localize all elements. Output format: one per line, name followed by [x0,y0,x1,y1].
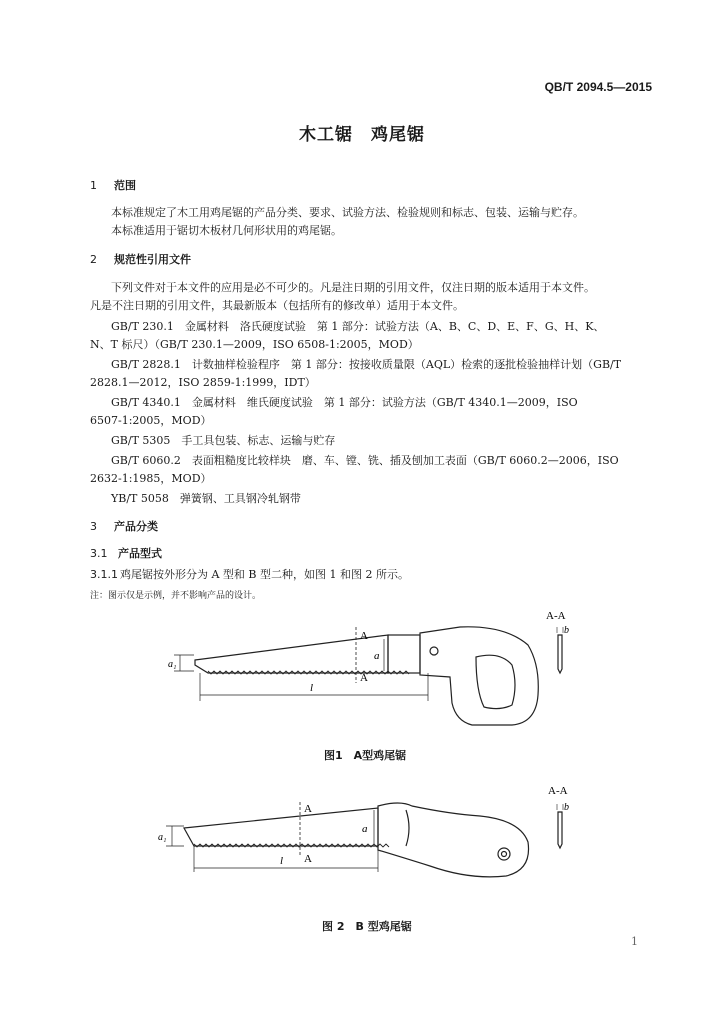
length-label: l [280,855,284,867]
reference-item: YB/T 5058 弹簧钢、工具钢冷轧钢带 [111,492,301,505]
cut-mark-top: A [360,630,368,642]
subsection-number: 3.1 [90,547,108,560]
cross-section-profile [558,635,562,673]
figure-1-caption: 图1 A型鸡尾锯 [324,749,407,762]
section-1-title: 范围 [114,179,136,192]
paragraph: 凡是不注日期的引用文件，其最新版本（包括所有的修改单）适用于本文件。 [90,299,464,312]
subsection-title: 产品型式 [118,547,162,560]
width1-label: a₁ [168,659,177,670]
reference-item: 6507-1:2005，MOD） [90,414,212,427]
reference-item: 2828.1—2012，ISO 2859-1:1999，IDT） [90,376,316,389]
section-1-heading [90,177,136,193]
reference-item: 2632-1:1985，MOD） [90,472,212,485]
saw-handle [378,803,529,877]
width-label: a [362,823,368,835]
thickness-label: b [564,625,569,636]
page-number: 1 [631,935,638,948]
cut-mark-top: A [304,803,312,815]
reference-item: GB/T 5305 手工具包装、标志、运输与贮存 [111,434,336,447]
clause-number: 3.1.1 [90,568,118,581]
section-2-heading [90,251,191,267]
handle-rivet [430,647,438,655]
standard-number: QB/T 2094.5—2015 [544,80,652,94]
section-label: A-A [548,785,568,797]
section-1-number: 1 [90,179,97,192]
cut-mark-bottom: A [360,672,368,684]
reference-item: GB/T 230.1 金属材料 洛氏硬度试验 第 1 部分：试验方法（A、B、C、D、E、F、G、H、K、 [111,320,605,333]
reference-item: N、T 标尺）（GB/T 230.1—2009，ISO 6508-1:2005，MOD） [90,338,419,351]
paragraph: 本标准适用于锯切木板材几何形状用的鸡尾锯。 [111,224,342,237]
saw-handle [420,627,538,725]
section-3-title: 产品分类 [114,520,158,533]
clause-item [90,565,409,584]
handle-hang-hole [498,848,510,860]
reference-item: GB/T 2828.1 计数抽样检验程序 第 1 部分：按接收质量限（AQL）检索的逐批检验抽样计划（GB/T [111,358,622,371]
cut-mark-bottom: A [304,853,312,865]
handle-guard [406,810,409,846]
figure-2-caption: 图 2 B 型鸡尾锯 [322,920,412,933]
paragraph: 下列文件对于本文件的应用是必不可少的。凡是注日期的引用文件，仅注日期的版本适用于本文件。 [111,281,595,294]
section-2-number: 2 [90,253,97,266]
figure-1-drawing [160,605,580,735]
clause-text: 鸡尾锯按外形分为 A 型和 B 型二种，如图 1 和图 2 所示。 [120,568,409,581]
saw-blade [184,808,378,846]
section-label: A-A [546,610,566,622]
paragraph: 本标准规定了木工用鸡尾锯的产品分类、要求、试验方法、检验规则和标志、包装、运输与贮存。 [111,206,584,219]
section-2-title: 规范性引用文件 [114,253,191,266]
section-3-heading [90,518,158,534]
document-title: 木工锯 鸡尾锯 [299,125,425,145]
width-label: a [374,650,380,662]
section-3-number: 3 [90,520,97,533]
length-label: l [310,682,314,694]
figure-2-drawing [150,780,580,890]
subsection-heading [90,545,162,561]
handle-grip-hole [476,655,515,708]
thickness-label: b [564,802,569,813]
figure-note: 注：图示仅是示例，并不影响产品的设计。 [90,591,262,601]
reference-item: GB/T 6060.2 表面粗糙度比较样块 磨、车、镗、铣、插及刨加工表面（GB/T 6060.2—2006，ISO [111,454,619,467]
reference-item: GB/T 4340.1 金属材料 维氏硬度试验 第 1 部分：试验方法（GB/T 4340.1—2009，ISO [111,396,578,409]
width1-label: a₁ [158,832,167,843]
blade-clamp [388,635,420,673]
cross-section-profile [558,812,562,848]
